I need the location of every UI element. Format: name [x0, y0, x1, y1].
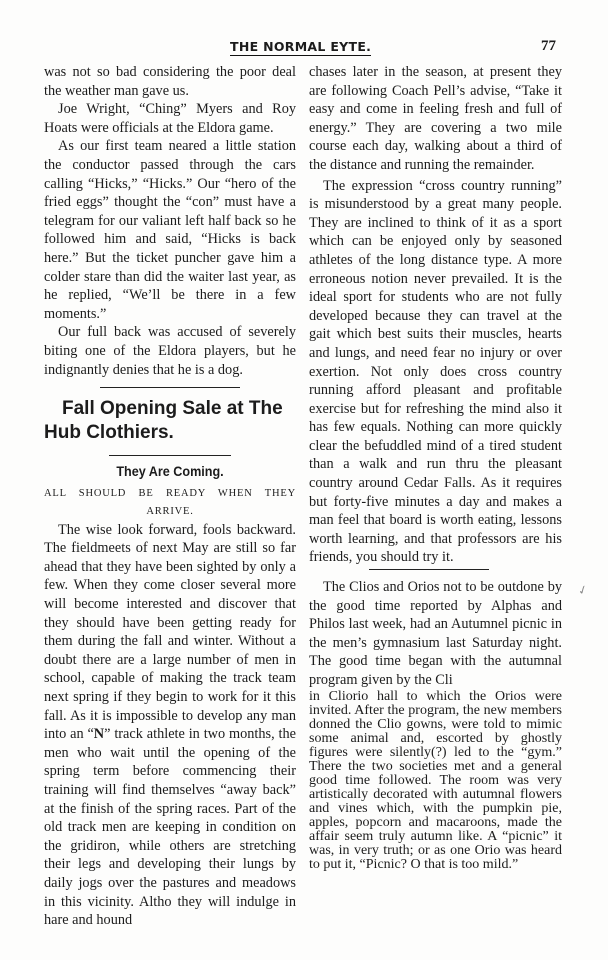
paragraph: The expression “cross country running” is misunderstood by a great many people. They are inclined to think of it as a sport which can be enjoyed only by seasoned athletes of the long distance type. A more erroneous notion never prevailed. It is the ideal sport for students who are not fully developed because they can travel at the gait which best suits their muscles, hearts and lungs, and need fear no injury or over exertion. Not only does cross country running afford pleasant and profitable exercise but for refreshing the mind also it has few equals. Nothing can more quickly clear the befuddled mind of a tired student than a walk and run thru the pleasant country around Cedar Falls. As it requires but forty-five minutes a day and makes a man feel that board is worth eating, lessons worth learning, and that professors are his friends, you should try it. — [309, 177, 562, 566]
paragraph: Joe Wright, “Ching” Myers and Roy Hoats were officials at the Eldora game. — [44, 101, 296, 136]
paragraph: The Clios and Orios not to be outdone by the good time reported by Alphas and Philos last week, had an Autumnel picnic in the men’s gymnasium last Saturday night. The good time began with the autumnal program given by the Cli — [309, 579, 562, 688]
paragraph: The wise look forward, fools backward. The fieldmeets of next May are still so far ahead that they have been sighted by only a few. When they come closer several more will become interested and discover that they should have been getting ready for them during the fall and winter. Without a doubt there are a large number of men in school, capable of making the track team next spring if they begin to work for it this fall. As it is impossible to develop any man into an “N” track athlete in two months, the men who wait until the opening of the spring term before commencing their training will find themselves “away back” at the finish of the spring races. Part of the old track men are keeping in condition on the gridiron, while others are stretching their legs and developing their lungs by daily jogs over the pastures and meadows in this vicinity. Altho they will indulge in hare and hound — [44, 521, 296, 929]
publication-title: THE NORMAL EYTE. — [230, 39, 372, 54]
divider-rule — [100, 387, 240, 388]
divider-rule — [109, 455, 231, 456]
article-deck: ALL SHOULD BE READY WHEN THEY ARRIVE. — [44, 487, 296, 517]
page-number: 77 — [541, 38, 556, 54]
article-title: They Are Coming. — [116, 463, 224, 480]
paragraph: chases later in the season, at present they are following Coach Pell’s advise, “Take it easy and come in feeling fresh and full of energy.” They are covering a two mile course each day, walking about a third of the distance and running the remainder. — [309, 64, 562, 173]
ad-headline — [44, 397, 296, 445]
right-column — [309, 63, 562, 872]
running-header — [0, 35, 608, 57]
ad-headline-line-1: Fall Opening Sale at The — [62, 398, 283, 420]
divider-rule — [369, 569, 489, 570]
letter-n-emphasis: N — [93, 726, 105, 743]
paragraph: Our full back was accused of severely biting one of the Eldora players, but he indignantly denies that he is a dog. — [44, 324, 296, 378]
left-column — [44, 63, 296, 930]
ad-headline-line-2: Hub Clothiers. — [44, 422, 174, 444]
paragraph-compact: in Cliorio hall to which the Orios were invited. After the program, the new members donned the Clio gowns, were told to mimic some animal and, escorted by ghostly figures were silently(?) led to the “gym.” There the two societies met and a general good time followed. The room was very artistically decorated with autumnal flowers and vines which, with the pumpkin pie, apples, popcorn and macaroons, made the affair seem truly autumn like. A “picnic” it was, in very truth; or as one Orio was heard to put it, “Picnic? O that is too mild.” — [309, 688, 562, 872]
paragraph: was not so bad considering the poor deal the weather man gave us. — [44, 64, 296, 99]
margin-check-mark: ✓ — [575, 581, 590, 599]
paragraph: As our first team neared a little station the conductor passed through the cars calling “Hicks,” “Hicks.” Our “hero of the fried eggs” thought the “con” must have a telegram for our valiant left half back so he followed him and said, “Hicks is back here.” But the ticket puncher gave him a colder stare than did the waiter last year, as he replied, “We’ll be there in a few moments.” — [44, 138, 296, 322]
